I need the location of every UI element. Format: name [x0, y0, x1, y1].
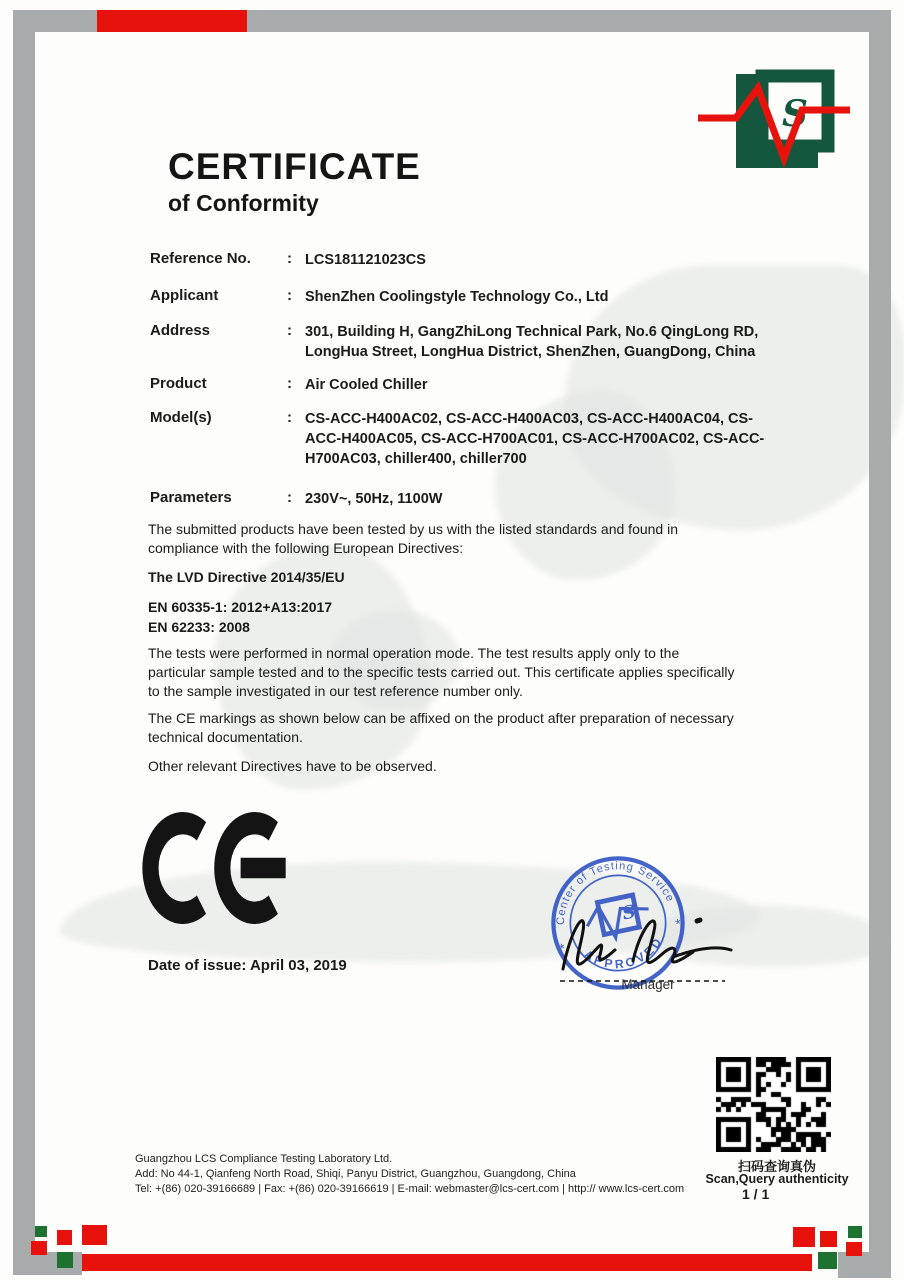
lcs-logo: [698, 60, 850, 180]
tests-paragraph: The tests were performed in normal operation mode. The test results apply only to the particular sample tested and to the specific tests carried out. This certificate applies specifically to the sample investigated in our test reference number only.: [148, 645, 735, 699]
field-label: Parameters: [150, 489, 232, 506]
field-value: 230V~, 50Hz, 1100W: [305, 491, 443, 507]
field-label: Applicant: [150, 287, 219, 304]
page-number: 1 / 1: [742, 1186, 770, 1202]
logo-letter-s: S: [782, 93, 808, 135]
date-of-issue: Date of issue: April 03, 2019: [148, 957, 347, 974]
standard-en62233: EN 62233: 2008: [148, 619, 250, 635]
qr-caption-en: Scan,Query authenticity: [705, 1172, 849, 1186]
field-label: Model(s): [150, 409, 212, 426]
title-line2: of Conformity: [168, 190, 319, 216]
deco-square: [57, 1252, 73, 1268]
qr-caption-zh: 扫码查询真伪: [737, 1159, 816, 1174]
standard-en60335: EN 60335-1: 2012+A13:2017: [148, 599, 333, 615]
frame-bottom-red-bar: [82, 1254, 812, 1271]
svg-text:*: *: [674, 916, 683, 932]
field-parameters: Parameters : 230V~, 50Hz, 1100W: [150, 489, 783, 509]
lvd-directive: The LVD Directive 2014/35/EU: [148, 569, 345, 585]
field-product: Product : Air Cooled Chiller: [150, 375, 783, 395]
svg-text:*: *: [558, 940, 567, 957]
frame-top-red-segment: [97, 10, 247, 32]
deco-square: [818, 1252, 837, 1269]
deco-square: [82, 1225, 107, 1245]
deco-square: [35, 1226, 47, 1237]
deco-square: [31, 1241, 47, 1255]
deco-square: [848, 1226, 862, 1238]
frame-right-bar: [869, 10, 891, 1274]
frame-left-bar: [13, 10, 35, 1274]
stamp-bottom-text: APPROVED: [581, 933, 666, 972]
footer-address: Add: No 44-1, Qianfeng North Road, Shiqi, Panyu District, Guangzhou, Guangdong, China: [135, 1168, 576, 1180]
field-label: Product: [150, 375, 207, 392]
svg-text:S: S: [620, 901, 638, 925]
intro-paragraph: The submitted products have been tested by us with the listed standards and found in compliance with the following European Directives:: [148, 521, 678, 556]
field-value: LCS181121023CS: [305, 252, 426, 268]
deco-square: [820, 1231, 837, 1247]
ce-markings-paragraph: The CE markings as shown below can be affixed on the product after preparation of necessary technical documentation.: [148, 710, 734, 745]
qr-code: [716, 1057, 831, 1152]
stamp-top-text: Center of Testing Service: [554, 860, 677, 926]
other-directives-paragraph: Other relevant Directives have to be observed.: [148, 758, 437, 774]
deco-square: [57, 1230, 72, 1245]
title-line1: CERTIFICATE: [168, 146, 421, 187]
certificate-title: [168, 146, 421, 217]
deco-square: [846, 1242, 862, 1256]
footer-block: [135, 1152, 684, 1197]
field-label: Reference No.: [150, 250, 251, 267]
ce-mark-logo: [142, 812, 304, 924]
field-reference: Reference No. : LCS181121023CS: [150, 250, 783, 270]
footer-company: Guangzhou LCS Compliance Testing Laboratory Ltd.: [135, 1153, 393, 1165]
field-label: Address: [150, 322, 211, 339]
field-value: ShenZhen Coolingstyle Technology Co., Ltd: [305, 289, 609, 305]
field-value: 301, Building H, GangZhiLong Technical Park, No.6 QingLong RD, LongHua Street, LongHua District, ShenZhen, GuangDong, China: [305, 324, 759, 360]
field-value: CS-ACC-H400AC02, CS-ACC-H400AC03, CS-ACC-H400AC04, CS-ACC-H400AC05, CS-ACC-H700AC01, CS-ACC-H700AC02, CS-ACC-H700AC03, chiller400, chiller700: [305, 411, 765, 467]
field-applicant: Applicant : ShenZhen Coolingstyle Technology Co., Ltd: [150, 287, 783, 307]
deco-square: [793, 1227, 815, 1247]
footer-contacts: Tel: +(86) 020-39166689 | Fax: +(86) 020-39166619 | E-mail: webmaster@lcs-cert.com | http:// www.lcs-cert.com: [135, 1183, 685, 1195]
field-models: Model(s) : CS-ACC-H400AC02, CS-ACC-H400AC03, CS-ACC-H400AC04, CS-ACC-H400AC05, CS-ACC-H700AC01, CS-ACC-H700AC02, CS-ACC-H700AC03, chiller400, chiller700: [150, 409, 783, 469]
manager-title: Manager: [621, 977, 675, 992]
field-value: Air Cooled Chiller: [305, 377, 428, 393]
field-address: Address : 301, Building H, GangZhiLong Technical Park, No.6 QingLong RD, LongHua Street, LongHua District, ShenZhen, GuangDong, China: [150, 322, 783, 362]
